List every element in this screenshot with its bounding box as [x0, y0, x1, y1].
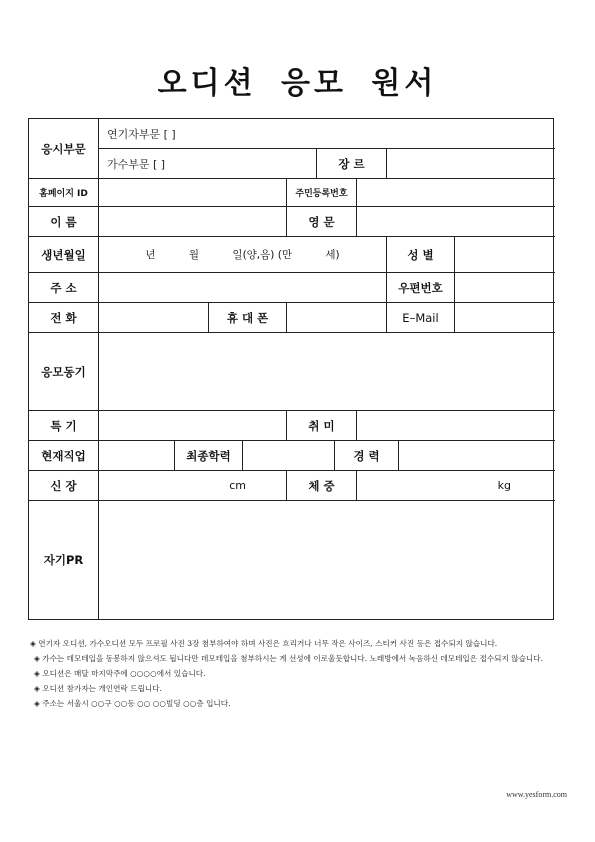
weight-label: 체 중	[287, 471, 357, 501]
resident-number-label: 주민등록번호	[287, 179, 357, 207]
actor-division-field[interactable]: 연기자부문 [ ]	[99, 119, 555, 149]
genre-label: 장 르	[317, 149, 387, 179]
specialty-field[interactable]	[99, 411, 287, 441]
gender-label: 성 별	[387, 237, 455, 273]
hobby-label: 취 미	[287, 411, 357, 441]
education-label: 최종학력	[175, 441, 243, 471]
birthdate-label: 생년월일	[29, 237, 99, 273]
section-label: 응시부문	[29, 119, 99, 179]
homepage-id-field[interactable]	[99, 179, 287, 207]
english-name-label: 영 문	[287, 207, 357, 237]
english-name-field[interactable]	[357, 207, 555, 237]
weight-unit: kg	[497, 479, 511, 492]
hobby-field[interactable]	[357, 411, 555, 441]
footer-url: www.yesform.com	[506, 790, 567, 799]
career-label: 경 력	[335, 441, 399, 471]
note-item: ◈ 가수는 데모테입을 동봉하지 않으셔도 됩니다만 데모테입을 첨부하시는 게 선성에 이로울듯합니다. 노래방에서 녹음하신 데모테입은 접수되지 않습니다.	[34, 654, 544, 663]
note-item: ◈ 오디션은 매달 마지막주에 ○○○○에서 있습니다.	[34, 669, 206, 678]
singer-division-field[interactable]: 가수부문 [ ]	[99, 149, 317, 179]
specialty-label: 특 기	[29, 411, 99, 441]
mobile-label: 휴 대 폰	[209, 303, 287, 333]
resident-number-field[interactable]	[357, 179, 555, 207]
zipcode-label: 우편번호	[387, 273, 455, 303]
mobile-field[interactable]	[287, 303, 387, 333]
note-item: ◈ 연기자 오디션, 가수오디션 모두 프로필 사진 3장 첨부하여야 하며 사진은 흐리거나 너무 작은 사이즈, 스티커 사진 등은 접수되지 않습니다.	[30, 639, 498, 648]
career-field[interactable]	[399, 441, 555, 471]
occupation-label: 현재직업	[29, 441, 99, 471]
birthdate-field[interactable]: 년 월 일(양,음) (만 세)	[99, 237, 387, 273]
weight-field[interactable]	[357, 471, 555, 501]
height-unit: cm	[229, 479, 246, 492]
homepage-id-label: 홈페이지 ID	[29, 179, 99, 207]
motive-label: 응모동기	[29, 333, 99, 411]
address-field[interactable]	[99, 273, 387, 303]
motive-field[interactable]	[99, 333, 555, 411]
email-label: E–Mail	[387, 303, 455, 333]
phone-label: 전 화	[29, 303, 99, 333]
name-field[interactable]	[99, 207, 287, 237]
education-field[interactable]	[243, 441, 335, 471]
note-item: ◈ 주소는 서울시 ○○구 ○○동 ○○ ○○빌딩 ○○층 입니다.	[34, 699, 231, 708]
phone-field[interactable]	[99, 303, 209, 333]
zipcode-field[interactable]	[455, 273, 555, 303]
note-item: ◈ 오디션 참가자는 개인연락 드립니다.	[34, 684, 162, 693]
genre-field[interactable]	[387, 149, 555, 179]
height-field[interactable]	[99, 471, 287, 501]
gender-field[interactable]	[455, 237, 555, 273]
height-label: 신 장	[29, 471, 99, 501]
occupation-field[interactable]	[99, 441, 175, 471]
self-pr-label: 자기PR	[29, 501, 99, 619]
notes	[30, 636, 568, 711]
application-form	[28, 118, 554, 620]
name-label: 이 름	[29, 207, 99, 237]
self-pr-field[interactable]	[99, 501, 555, 619]
address-label: 주 소	[29, 273, 99, 303]
email-field[interactable]	[455, 303, 555, 333]
page-title: 오디션 응모 원서	[157, 66, 438, 101]
